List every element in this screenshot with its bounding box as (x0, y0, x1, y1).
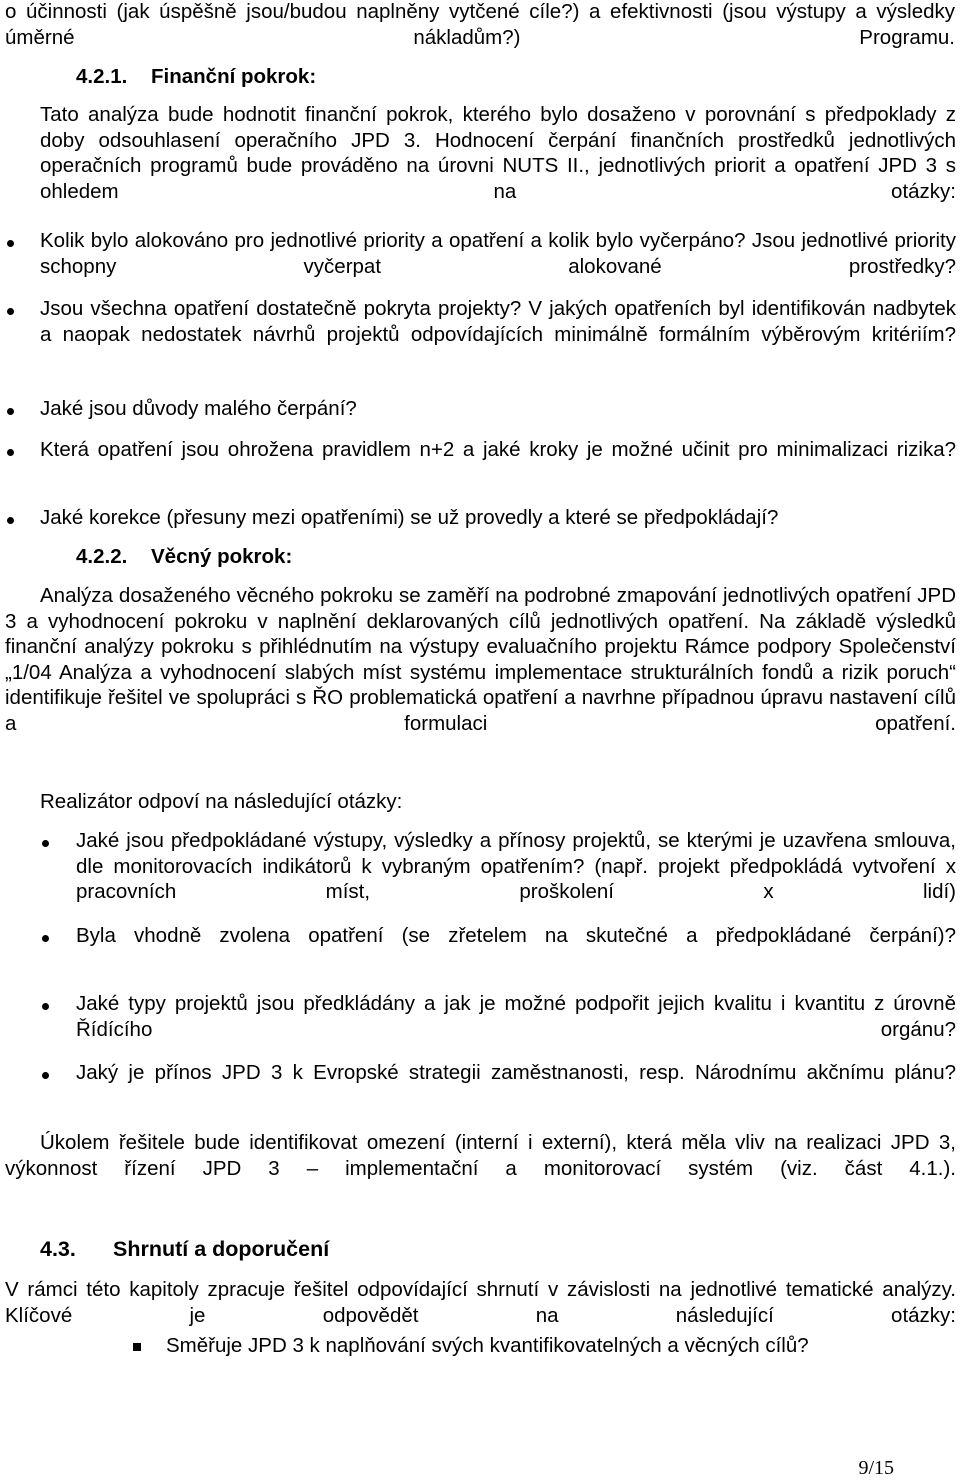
intro-paragraph-tail: o účinnosti (jak úspěšně jsou/budou naplněny vytčené cíle?) a efektivnosti (jsou výstupy a výsledky úměrné nákladům?) Programu. (5, 0, 955, 49)
bullet-icon (42, 1003, 49, 1010)
financni-pokrok-paragraph: Tato analýza bude hodnotit finanční pokrok, kterého bylo dosaženo v porovnání s předpoklady z doby odsouhlasení operačního JPD 3. Hodnocení čerpání finančních prostředků jednotlivých operačních programů bude prováděno na úrovni NUTS II., jednotlivých priorit a opatření JPD 3 s ohledem na otázky: (40, 103, 956, 203)
vecny-question-1: Jaké jsou předpokládané výstupy, výsledky a přínosy projektů, se kterými je uzavřena smlouva, dle monitorovacích indikátorů k vybraným opatřením? (např. projekt předpokládá vytvoření x pracovních míst, proškolení x lidí) (76, 829, 956, 903)
section-number-4-2-2: 4.2.2. (76, 545, 128, 568)
vecny-lead-sentence: Realizátor odpoví na následující otázky: (40, 790, 403, 813)
square-bullet-icon (133, 1343, 141, 1351)
bullet-icon (7, 517, 14, 524)
bullet-icon (42, 1072, 49, 1079)
vecny-question-3: Jaké typy projektů jsou předkládány a jak je možné podpořit jejich kvalitu i kvantitu z úrovně Řídícího orgánu? (76, 992, 956, 1041)
bullet-icon (7, 308, 14, 315)
bullet-icon (42, 935, 49, 942)
section-number-4-2-1: 4.2.1. (76, 65, 128, 88)
bullet-icon (7, 408, 14, 415)
vecny-question-2: Byla vhodně zvolena opatření (se zřetelem na skutečné a předpokládané čerpání)? (76, 924, 956, 947)
section-title-vecny-pokrok: Věcný pokrok: (151, 545, 293, 568)
vecny-pokrok-paragraph: Analýza dosaženého věcného pokroku se zaměří na podrobné zmapování jednotlivých opatření JPD 3 a vyhodnocení pokroku v naplnění deklarovaných cílů jednotlivých opatření. Na základě výsledků finanční analýzy pokroku s přihlédnutím na výstupy evaluačního projektu Rámce podpory Společenství „1/04 Analýza a vyhodnocení slabých míst systému implementace strukturálních fondů a rizik poruch“ identifikuje řešitel ve spolupráci s ŘO problematická opatření a navrhne případnou úpravu nastavení cílů a formulaci opatření. (5, 584, 956, 735)
page-number: 9/15 (858, 1457, 894, 1479)
section-title-shrnuti: Shrnutí a doporučení (113, 1237, 330, 1261)
financni-question-1: Kolik bylo alokováno pro jednotlivé priority a opatření a kolik bylo vyčerpáno? Jsou jednotlivé priority schopny vyčerpat alokované prostředky? (40, 229, 956, 278)
bullet-icon (7, 449, 14, 456)
shrnuti-paragraph: V rámci této kapitoly zpracuje řešitel odpovídající shrnutí v závislosti na jednotlivé tematické analýzy. Klíčové je odpovědět na následující otázky: (5, 1278, 956, 1327)
financni-question-3: Jaké jsou důvody malého čerpání? (40, 397, 357, 420)
section-number-4-3: 4.3. (40, 1237, 76, 1261)
financni-question-2: Jsou všechna opatření dostatečně pokryta projekty? V jakých opatřeních byl identifikován nadbytek a naopak nedostatek návrhů projektů odpovídajících minimálně formálním výběrovým kritériím? (40, 297, 956, 346)
section-title-financni-pokrok: Finanční pokrok: (151, 65, 317, 88)
vecny-closing-paragraph: Úkolem řešitele bude identifikovat omezení (interní i externí), která měla vliv na realizaci JPD 3, výkonnost řízení JPD 3 – implementační a monitorovací systém (viz. část 4.1.). (5, 1131, 956, 1180)
bullet-icon (7, 240, 14, 247)
shrnuti-question-1: Směřuje JPD 3 k naplňování svých kvantifikovatelných a věcných cílů? (166, 1334, 809, 1357)
financni-question-4: Která opatření jsou ohrožena pravidlem n+2 a jaké kroky je možné učinit pro minimalizaci rizika? (40, 438, 956, 461)
bullet-icon (42, 840, 49, 847)
financni-question-5: Jaké korekce (přesuny mezi opatřeními) se už provedly a které se předpokládají? (40, 506, 779, 529)
vecny-question-4: Jaký je přínos JPD 3 k Evropské strategii zaměstnanosti, resp. Národnímu akčnímu plánu? (76, 1061, 956, 1084)
